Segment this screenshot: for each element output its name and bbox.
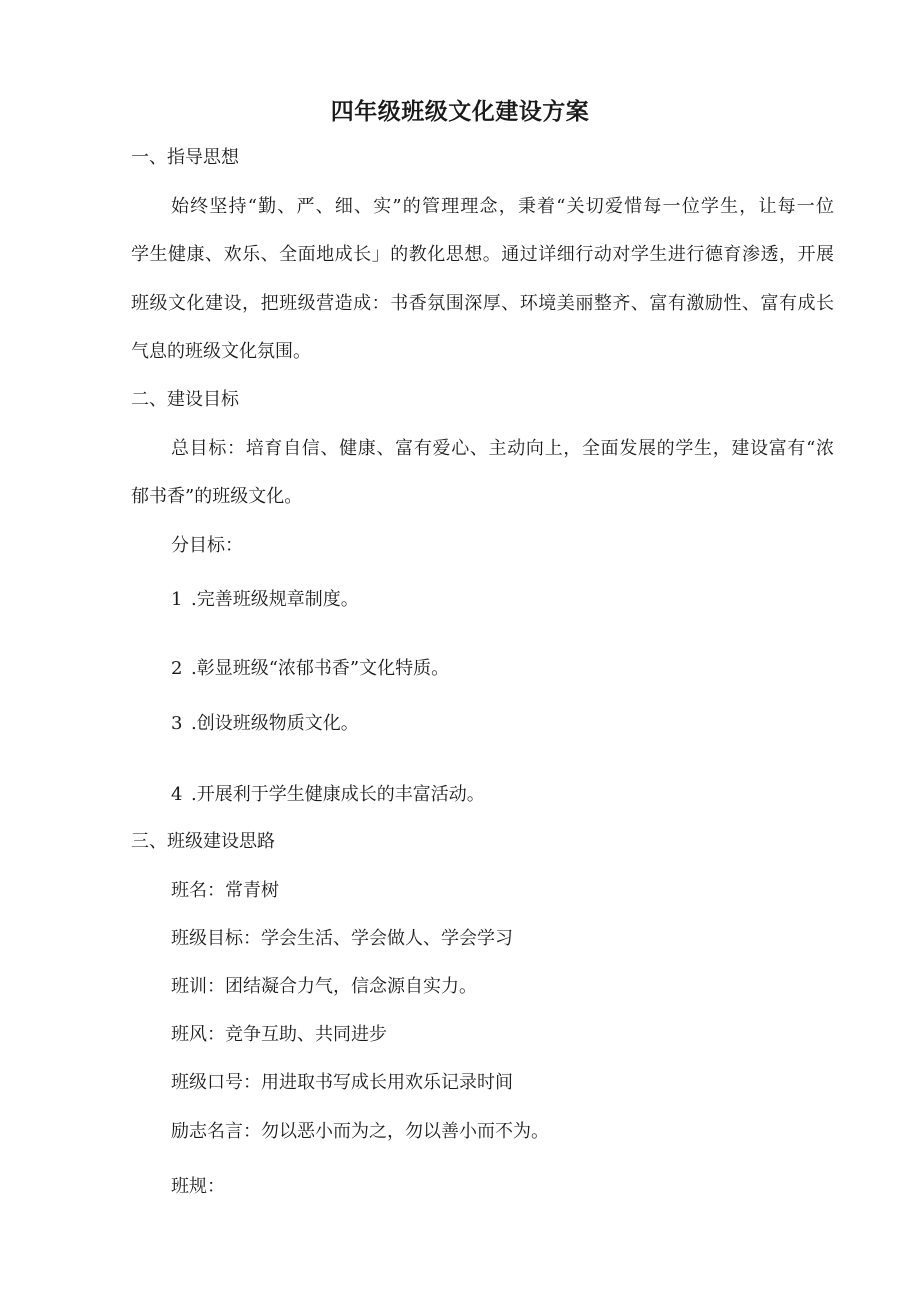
list-item-text: .开展利于学生健康成长的丰富活动。 <box>191 784 485 805</box>
list-item <box>171 783 485 807</box>
list-item-number: 3 <box>171 713 183 734</box>
sub-goals-label: 分目标： <box>171 535 243 556</box>
list-item <box>171 588 359 612</box>
paragraph-line: 气息的班级文化氛围。 <box>131 341 311 362</box>
list-item-number: 2 <box>171 658 183 679</box>
section-heading-guiding-ideology: 一、指导思想 <box>131 147 239 168</box>
class-goal-line: 班级目标：学会生活、学会做人、学会学习 <box>171 928 513 949</box>
motto-quote-line: 励志名言：勿以恶小而为之，勿以善小而不为。 <box>171 1121 549 1142</box>
list-item <box>171 657 449 681</box>
class-name-line: 班名：常青树 <box>171 880 279 901</box>
paragraph-line: 总目标：培育自信、健康、富有爱心、主动向上，全面发展的学生，建设富有“浓 <box>171 438 834 459</box>
list-item <box>171 712 359 736</box>
list-item-number: 4 <box>171 784 183 805</box>
paragraph-line: 班级文化建设，把班级营造成：书香氛围深厚、环境美丽整齐、富有激励性、富有成长 <box>131 293 834 314</box>
list-item-text: .完善班级规章制度。 <box>191 589 359 610</box>
document-title: 四年级班级文化建设方案 <box>330 99 590 125</box>
class-motto-line: 班训：团结凝合力气，信念源自实力。 <box>171 976 477 997</box>
section-heading-class-building-ideas: 三、班级建设思路 <box>131 831 275 852</box>
paragraph-line: 始终坚持“勤、严、细、实”的管理理念，秉着“关切爱惜每一位学生，让每一位 <box>171 196 834 217</box>
list-item-number: 1 <box>171 589 183 610</box>
section-heading-construction-goals: 二、建设目标 <box>131 389 239 410</box>
list-item-text: .彰显班级“浓郁书香”文化特质。 <box>191 658 450 679</box>
class-rules-label: 班规： <box>171 1176 225 1197</box>
class-slogan-line: 班级口号：用进取书写成长用欢乐记录时间 <box>171 1072 513 1093</box>
paragraph-line: 郁书香”的班级文化。 <box>131 486 303 507</box>
list-item-text: .创设班级物质文化。 <box>191 713 359 734</box>
class-style-line: 班风：竞争互助、共同进步 <box>171 1024 387 1045</box>
paragraph-line: 学生健康、欢乐、全面地成长」的教化思想。通过详细行动对学生进行德育渗透，开展 <box>131 244 834 265</box>
